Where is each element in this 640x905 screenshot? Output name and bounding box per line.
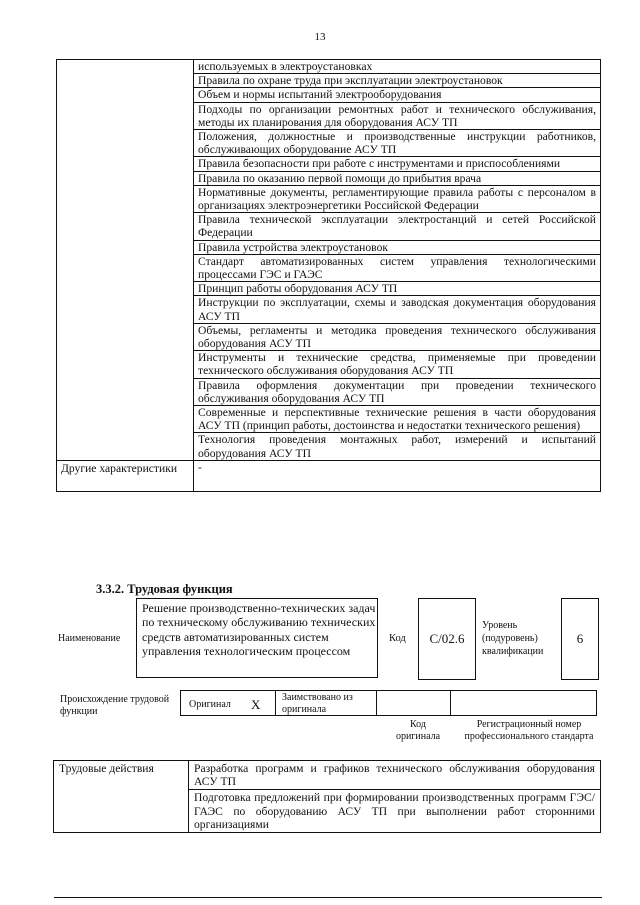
knowledge-item: Объемы, регламенты и методика проведения технического обслуживания оборудования АСУ ТП [194,323,601,350]
original-mark: X [251,697,261,712]
knowledge-item: Правила устройства электроустановок [194,240,601,254]
knowledge-row [57,60,601,74]
knowledge-item: используемых в электроустановках [194,60,601,74]
name-label: Наименование [58,633,121,644]
original-label: Оригинал [189,699,231,710]
knowledge-item: Правила оформления документации при проведении технического обслуживания оборудования АСУ ТП [194,378,601,405]
code-label: Код [389,633,406,644]
other-characteristics-row [57,460,601,491]
page-number: 13 [314,31,326,43]
section-title: 3.3.2. Трудовая функция [96,582,233,596]
knowledge-label-cell [57,60,194,461]
origin-row [180,690,598,716]
labor-actions-table [53,760,601,833]
knowledge-item: Объем и нормы испытаний электрооборудования [194,88,601,102]
other-characteristics-value: - [194,460,601,491]
knowledge-item: Инструкции по эксплуатации, схемы и заводская документация оборудования АСУ ТП [194,296,601,323]
knowledge-item: Технология проведения монтажных работ, измерений и испытаний оборудования АСУ ТП [194,433,601,460]
page-bottom-rule [54,897,602,898]
code-value: С/02.6 [418,598,476,680]
knowledge-item: Нормативные документы, регламентирующие правила работы с персоналом в организациях электроэнергетики Российской Федерации [194,185,601,212]
knowledge-item: Правила безопасности при работе с инструментами и приспособлениями [194,157,601,171]
borrowed-label: Заимствовано из оригинала [282,692,353,715]
knowledge-item: Стандарт автоматизированных систем управления технологическими процессами ГЭС и ГАЭС [194,254,601,281]
level-value: 6 [561,598,599,680]
knowledge-item: Инструменты и технические средства, применяемые при проведении технического обслуживания оборудования АСУ ТП [194,351,601,378]
knowledge-item: Современные и перспективные технические решения в части оборудования АСУ ТП (принцип работы, достоинства и недостатки технического решения) [194,406,601,433]
origin-cell-regnum [450,690,597,716]
level-label: Уровень (подуровень) квалификации [482,620,544,657]
origin-cell-code [376,690,451,716]
name-value: Решение производственно-технических задач по техническому обслуживанию технических средств автоматизированных систем управления технологическим процессом [136,598,378,678]
labor-action-row [54,761,601,790]
code-original-label: Код оригинала [395,719,441,742]
knowledge-item: Принцип работы оборудования АСУ ТП [194,282,601,296]
knowledge-item: Подходы по организации ремонтных работ и технического обслуживания, методы их планирования для оборудования АСУ ТП [194,102,601,129]
knowledge-item: Положения, должностные и производственные инструкции работников, обслуживающих оборудование АСУ ТП [194,130,601,157]
labor-actions-label: Трудовые действия [54,761,189,833]
origin-label: Происхождение трудовой функции [60,694,170,717]
reg-number-label: Регистрационный номер профессионального стандарта [464,719,594,742]
knowledge-table [56,59,601,492]
knowledge-item: Правила технической эксплуатации электростанций и сетей Российской Федерации [194,213,601,240]
knowledge-item: Правила по оказанию первой помощи до прибытия врача [194,171,601,185]
other-characteristics-label: Другие характеристики [57,460,194,491]
knowledge-item: Правила по охране труда при эксплуатации электроустановок [194,74,601,88]
labor-action-item: Подготовка предложений при формировании производственных программ ГЭС/ГАЭС по оборудованию АСУ ТП при выполнении работ сторонними организациями [189,790,601,833]
labor-action-item: Разработка программ и графиков технического обслуживания оборудования АСУ ТП [189,761,601,790]
